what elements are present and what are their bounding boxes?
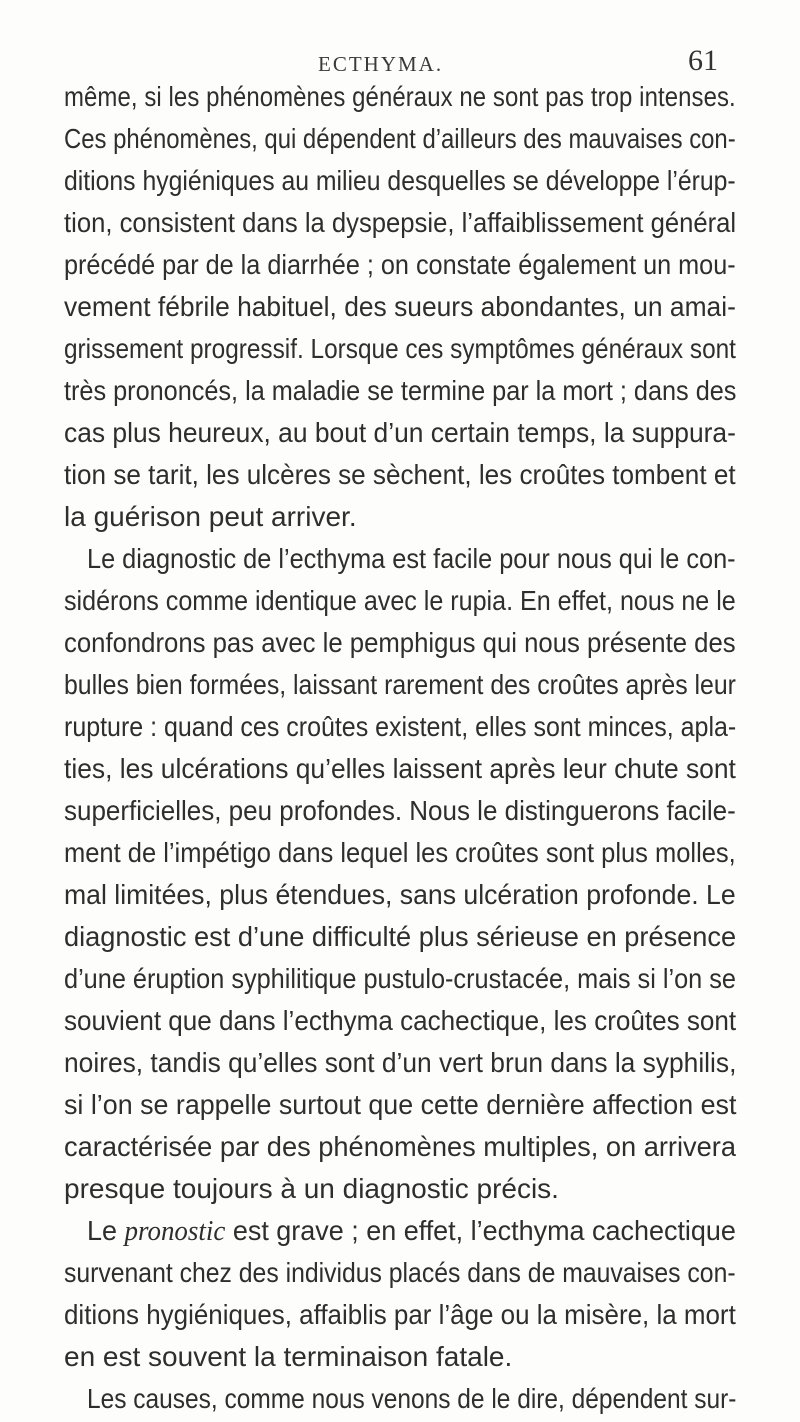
text-line: tion, consistent dans la dyspepsie, l’affaiblissement général xyxy=(64,207,737,238)
text-line: précédé par de la diarrhée ; on constate également un mou- xyxy=(64,249,736,280)
line-rest: est grave ; en effet, l’ecthyma cachectique xyxy=(225,1215,736,1246)
text-line: très prononcés, la maladie se termine par la mort ; dans des xyxy=(64,375,737,406)
text-line: tion se tarit, les ulcères se sèchent, les croûtes tombent et xyxy=(64,459,736,490)
text-line: souvient que dans l’ecthyma cachectique, les croûtes sont xyxy=(64,1005,737,1036)
text-line: d’une éruption syphilitique pustulo-crustacée, mais si l’on se xyxy=(64,963,736,994)
text-line: diagnostic est d’une difficulté plus sérieuse en présence xyxy=(64,921,737,952)
text-line: en est souvent la terminaison fatale. xyxy=(64,1341,513,1372)
text-line: ties, les ulcérations qu’elles laissent après leur chute sont xyxy=(64,753,736,784)
text-line: ditions hygiéniques, affaiblis par l’âge ou la misère, la mort xyxy=(64,1299,736,1330)
text-line: grissement progressif. Lorsque ces symptômes généraux sont xyxy=(64,333,736,364)
text-line: ditions hygiéniques au milieu desquelles se développe l’érup- xyxy=(64,165,736,196)
text-line: Les causes, comme nous venons de le dire, dépendent sur- xyxy=(87,1383,737,1414)
running-head: ECTHYMA. xyxy=(318,52,444,76)
text-line: bulles bien formées, laissant rarement des croûtes après leur xyxy=(64,669,736,700)
line-start: Le xyxy=(87,1215,125,1246)
text-line: sidérons comme identique avec le rupia. En effet, nous ne le xyxy=(64,585,736,616)
prognosis-term: pronostic xyxy=(124,1216,226,1247)
text-line: Ces phénomènes, qui dépendent d’ailleurs des mauvaises con- xyxy=(64,123,736,154)
text-line: si l’on se rappelle surtout que cette dernière affection est xyxy=(64,1089,737,1120)
text-line: rupture : quand ces croûtes existent, elles sont minces, apla- xyxy=(64,711,737,742)
text-line: noires, tandis qu’elles sont d’un vert brun dans la syphilis, xyxy=(64,1047,737,1078)
text-line: superficielles, peu profondes. Nous le distinguerons facile- xyxy=(64,795,736,826)
text-line: confondrons pas avec le pemphigus qui nous présente des xyxy=(64,627,736,658)
text-line: cas plus heureux, au bout d’un certain temps, la suppura- xyxy=(64,417,736,448)
text-line: survenant chez des individus placés dans de mauvaises con- xyxy=(64,1257,736,1288)
text-line: vement fébrile habituel, des sueurs abondantes, un amai- xyxy=(64,291,736,322)
page-number: 61 xyxy=(688,44,718,77)
text-line: caractérisée par des phénomènes multiples, on arrivera xyxy=(64,1131,737,1162)
text-line: mal limitées, plus étendues, sans ulcération profonde. Le xyxy=(64,879,736,910)
text-line: même, si les phénomènes généraux ne sont pas trop intenses. xyxy=(64,81,736,112)
text-line: ment de l’impétigo dans lequel les croûtes sont plus molles, xyxy=(64,837,736,868)
text-line-prognosis xyxy=(87,1214,736,1249)
text-line: la guérison peut arriver. xyxy=(64,501,357,532)
text-line: Le diagnostic de l’ecthyma est facile pour nous qui le con- xyxy=(87,543,736,574)
text-line: presque toujours à un diagnostic précis. xyxy=(64,1173,559,1204)
